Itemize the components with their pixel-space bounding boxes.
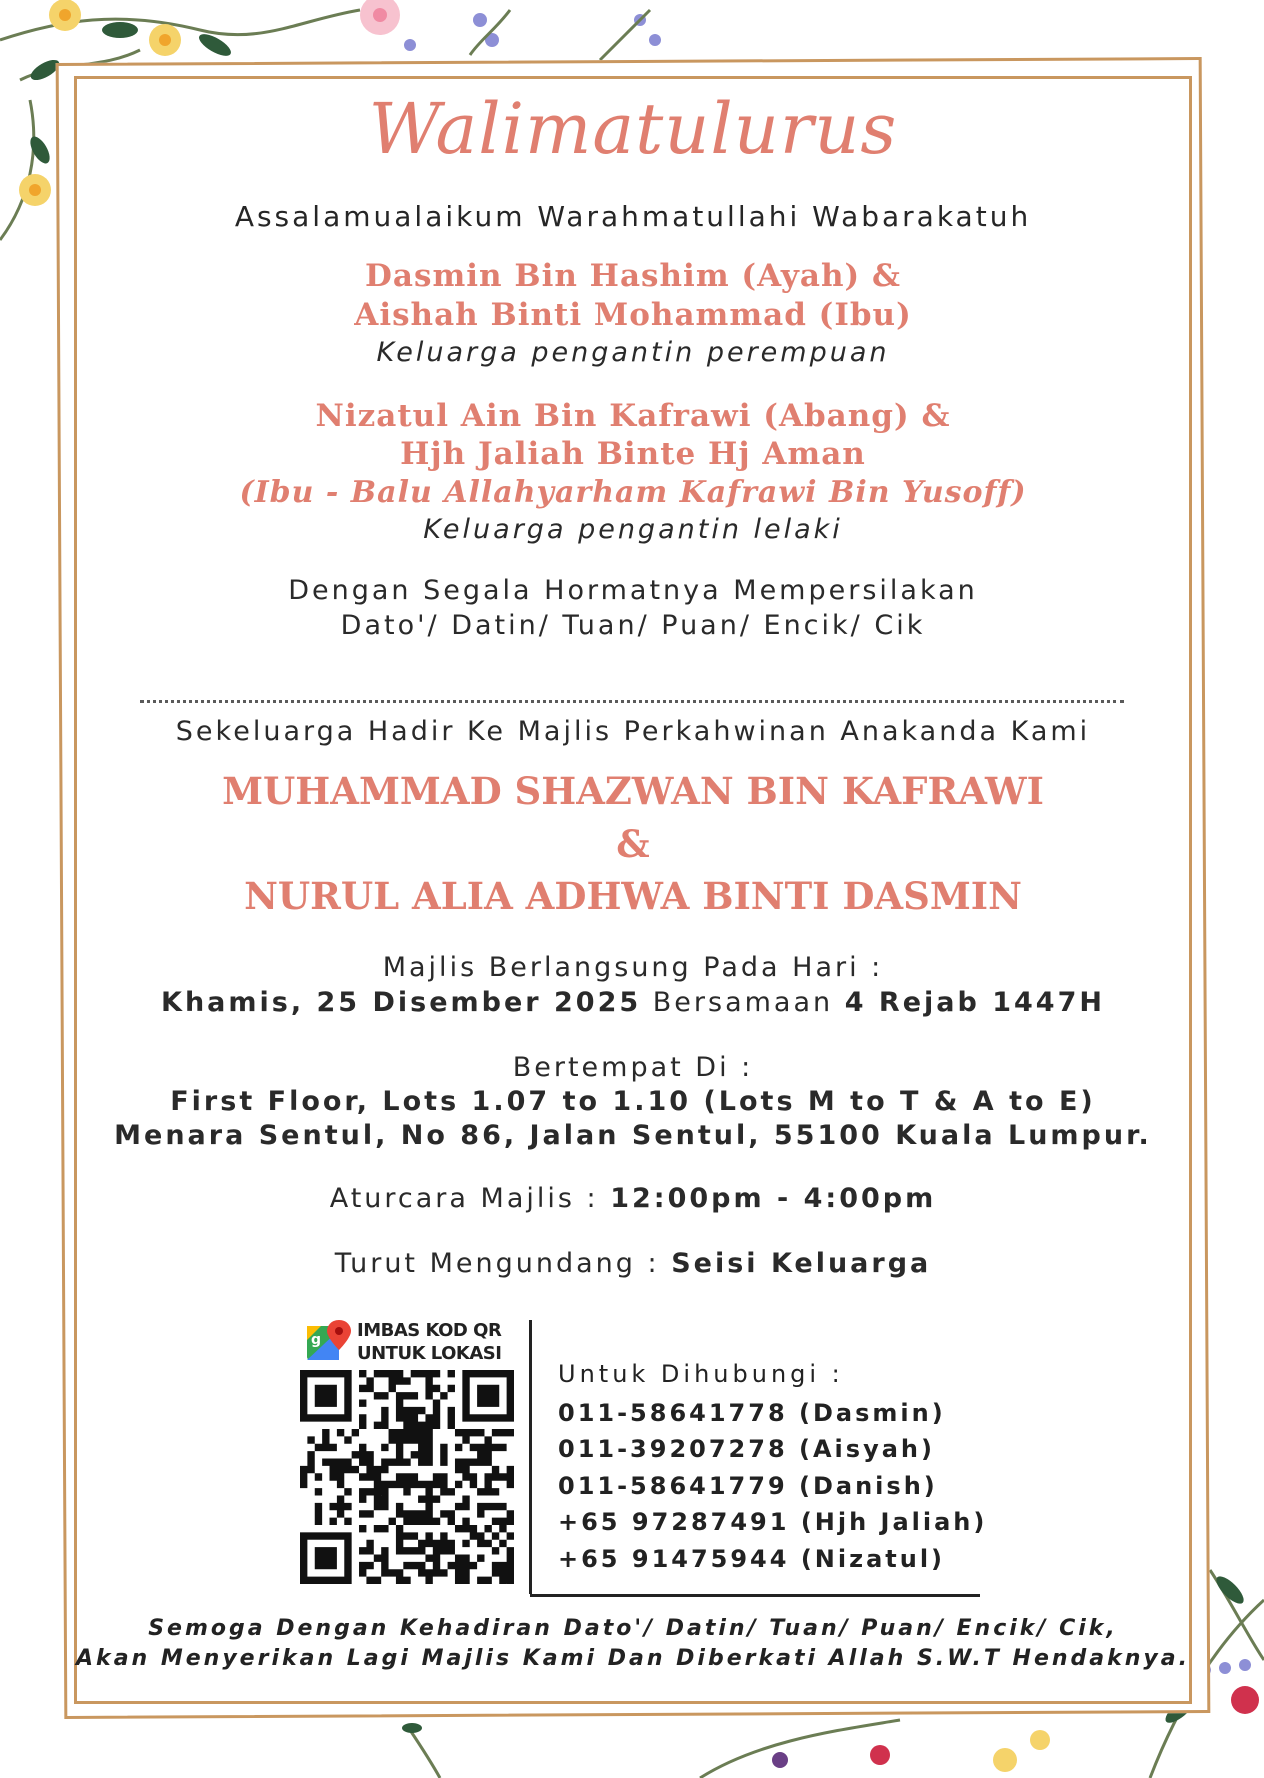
groom-family-line1: Nizatul Ain Bin Kafrawi (Abang) &	[315, 398, 951, 434]
contact-item[interactable]: +65 97287491 (Hjh Jaliah)	[558, 1508, 988, 1536]
closing-line1: Semoga Dengan Kehadiran Dato'/ Datin/ Tuan/ Puan/ Encik/ Cik,	[148, 1616, 1118, 1641]
contact-item[interactable]: 011-58641778 (Dasmin)	[558, 1398, 946, 1427]
groom-family-line3: (Ibu - Balu Allahyarham Kafrawi Bin Yusoff)	[239, 475, 1027, 510]
contacts-heading: Untuk Dihubungi :	[558, 1360, 844, 1388]
schedule-line	[74, 1183, 1192, 1214]
qr-caption-line1: IMBAS KOD QR	[357, 1320, 502, 1341]
venue-line1: First Floor, Lots 1.07 to 1.10 (Lots M to T & A to E)	[170, 1086, 1096, 1117]
couple-ampersand: &	[616, 822, 650, 866]
date-day: Khamis, 25 Disember 2025	[161, 987, 642, 1018]
svg-text:g: g	[311, 1332, 322, 1348]
invite-line3: Sekeluarga Hadir Ke Majlis Perkahwinan Anakanda Kami	[175, 716, 1091, 747]
groom-family-line2: Hjh Jaliah Binte Hj Aman	[400, 436, 866, 472]
google-maps-icon	[307, 1318, 351, 1364]
date-line	[74, 987, 1192, 1018]
contact-divider-horizontal	[530, 1594, 980, 1597]
invite-line1: Dengan Segala Hormatnya Mempersilakan	[288, 575, 978, 606]
schedule-label: Aturcara Majlis :	[329, 1183, 599, 1214]
contact-divider-vertical	[529, 1320, 532, 1594]
date-hijri: 4 Rejab 1447H	[844, 987, 1105, 1018]
also-inviting-label: Turut Mengundang :	[334, 1248, 660, 1279]
schedule-time: 12:00pm - 4:00pm	[610, 1183, 937, 1214]
venue-label: Bertempat Di :	[512, 1052, 754, 1083]
closing-line2: Akan Menyerikan Lagi Majlis Kami Dan Diberkati Allah S.W.T Hendaknya.	[76, 1646, 1190, 1671]
qr-caption-line2: UNTUK LOKASI	[357, 1343, 502, 1364]
groom-family-caption: Keluarga pengantin lelaki	[423, 514, 843, 545]
dotted-divider	[140, 700, 1124, 703]
bride-name: NURUL ALIA ADHWA BINTI DASMIN	[244, 874, 1022, 918]
location-qr-code[interactable]	[300, 1370, 514, 1584]
date-label: Majlis Berlangsung Pada Hari :	[382, 952, 884, 983]
also-inviting-value: Seisi Keluarga	[671, 1248, 932, 1279]
also-inviting-line	[74, 1248, 1192, 1279]
qr-caption	[307, 1318, 527, 1366]
contact-item[interactable]: +65 91475944 (Nizatul)	[558, 1544, 946, 1573]
bride-family-line1: Dasmin Bin Hashim (Ayah) &	[365, 258, 901, 294]
contact-item[interactable]: 011-58641779 (Danish)	[558, 1471, 938, 1500]
greeting: Assalamualaikum Warahmatullahi Wabarakatuh	[234, 200, 1032, 233]
bride-family-caption: Keluarga pengantin perempuan	[376, 337, 890, 368]
bride-family-line2: Aishah Binti Mohammad (Ibu)	[354, 297, 912, 333]
invite-line2: Dato'/ Datin/ Tuan/ Puan/ Encik/ Cik	[340, 610, 926, 641]
groom-name: MUHAMMAD SHAZWAN BIN KAFRAWI	[222, 769, 1044, 813]
venue-line2: Menara Sentul, No 86, Jalan Sentul, 55100 Kuala Lumpur.	[114, 1120, 1152, 1151]
script-title: Walimatulurus	[368, 88, 898, 170]
date-joiner: Bersamaan	[652, 987, 834, 1018]
contact-list	[558, 1356, 987, 1577]
contact-item[interactable]: 011-39207278 (Aisyah)	[558, 1435, 935, 1463]
